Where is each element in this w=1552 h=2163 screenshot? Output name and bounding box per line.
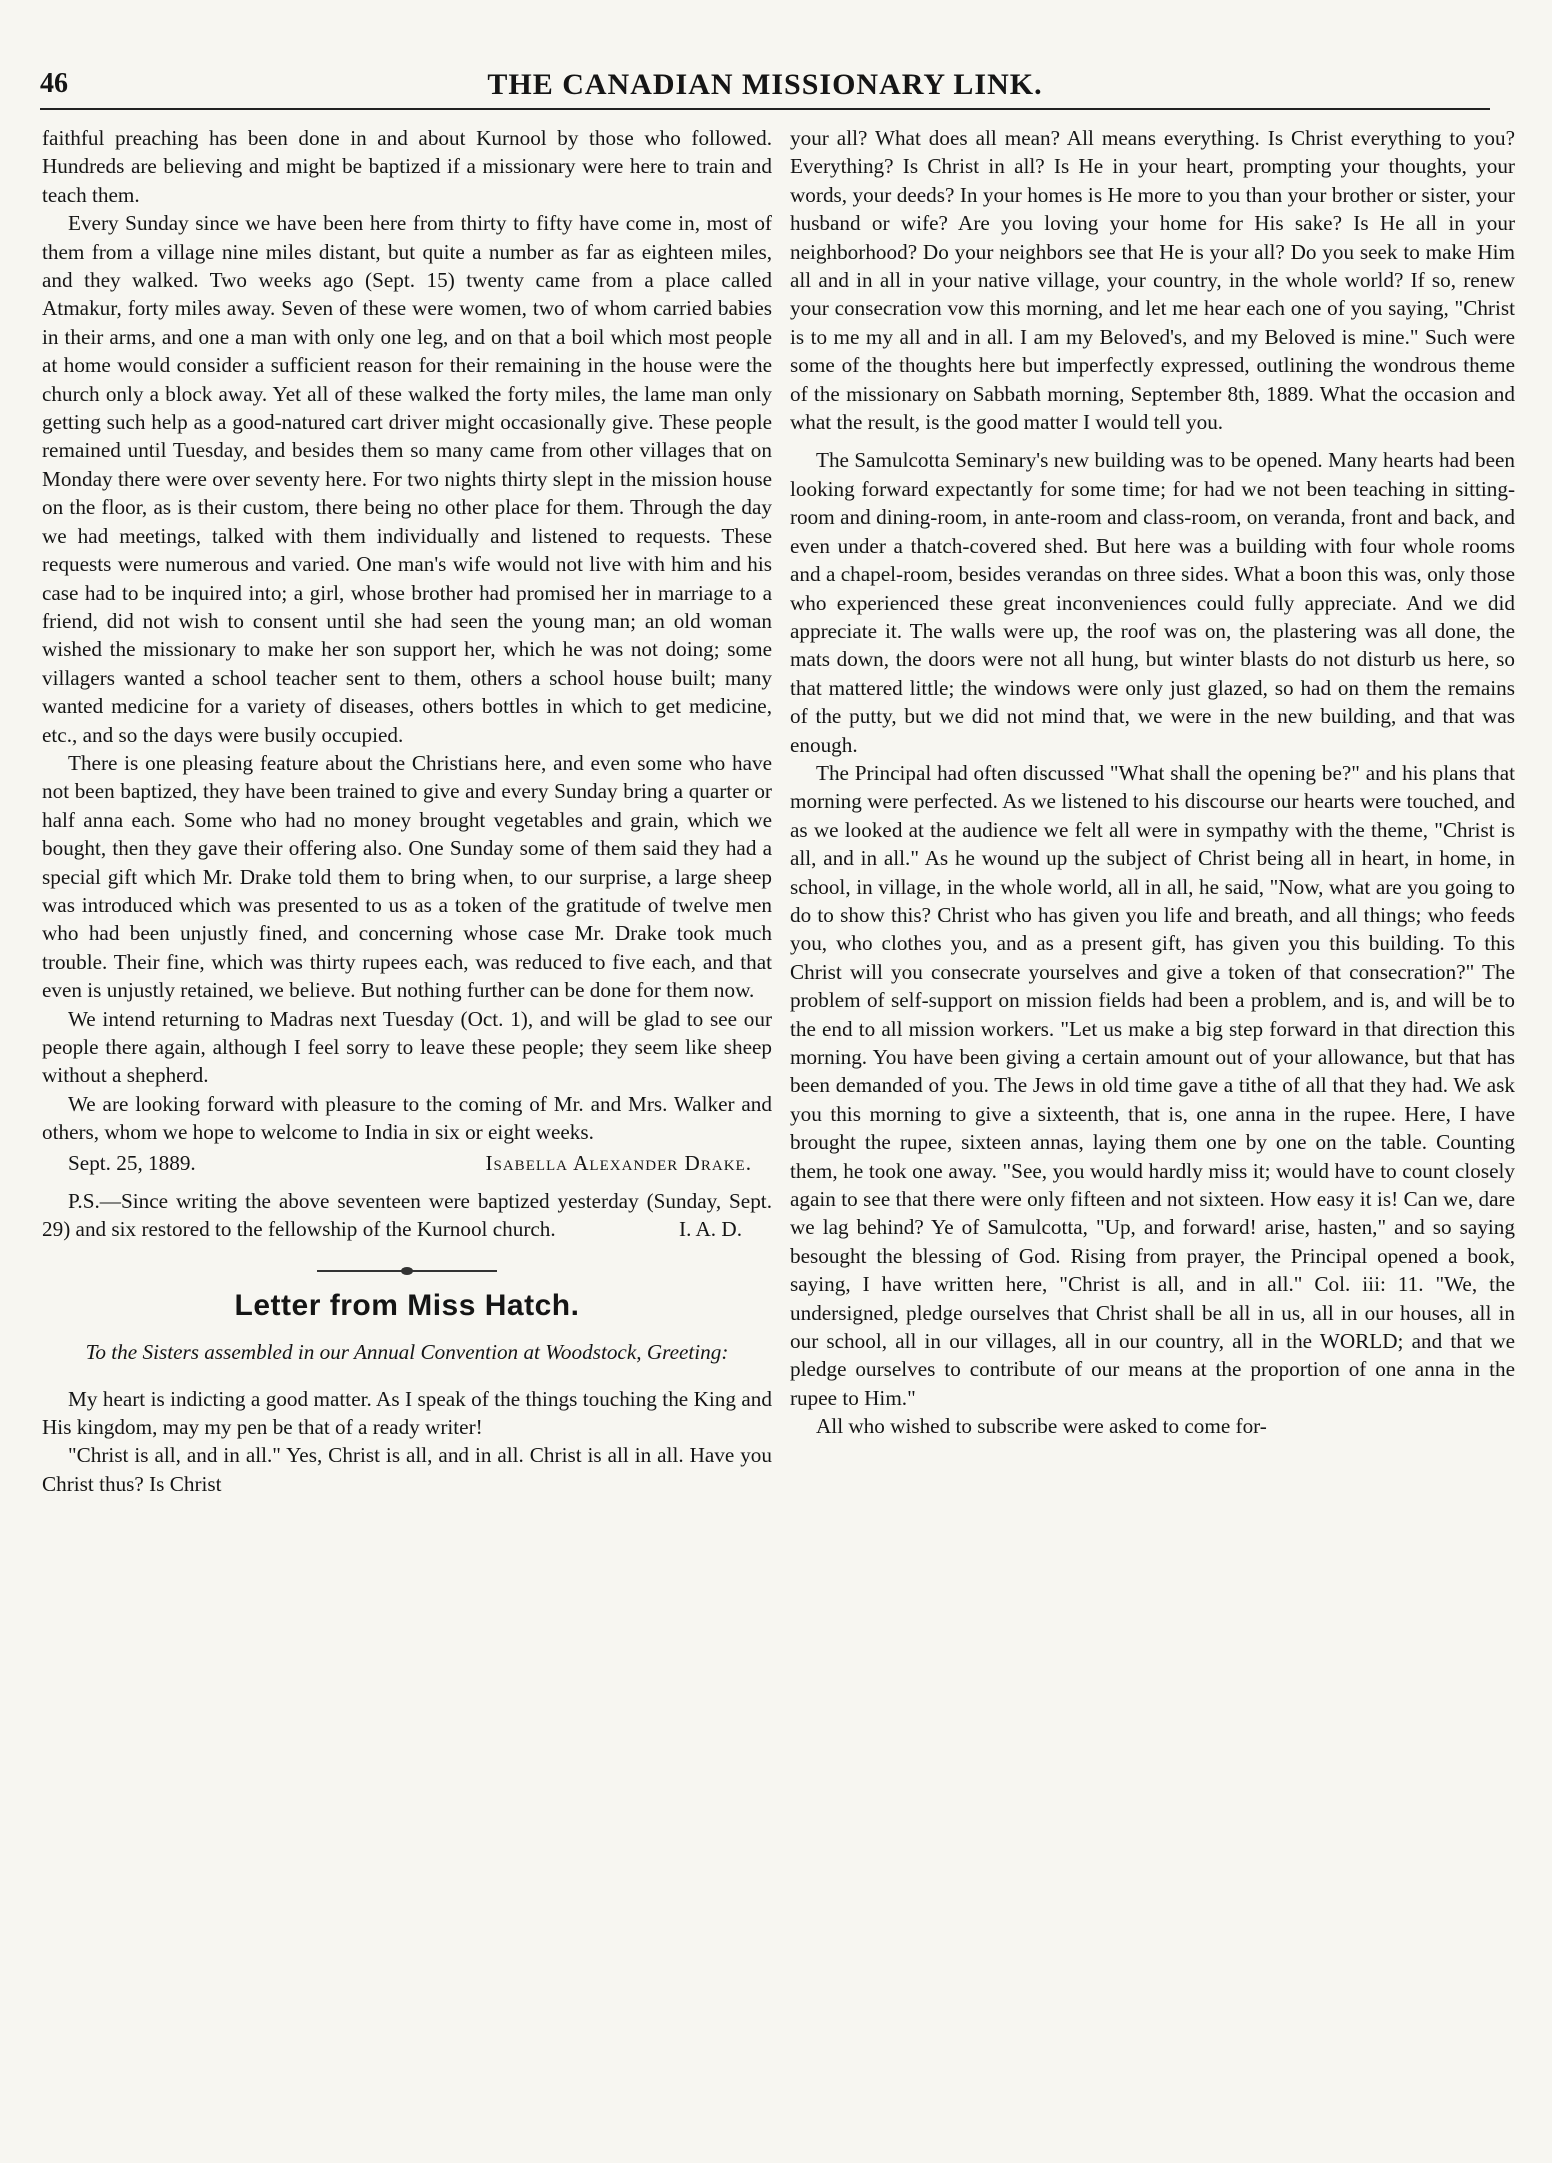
signature-date: Sept. 25, 1889. xyxy=(68,1150,196,1175)
paragraph: Every Sunday since we have been here from thirty to fifty have come in, most of them from a village nine miles distant, but quite a number as far as eighteen miles, and they walked. Two weeks ago (Sept. 15) twenty came from a place called Atmakur, forty miles away. Seven of these were women, two of whom carried babies in their arms, and one a man with only one leg, and on that a boil which most people at home would consider a sufficient reason for their remaining in the house were the church only a block away. Yet all of these walked the forty miles, the lame man only getting such help as a good-natured cart driver might occasionally give. These people remained until Tuesday, and besides them so many came from other villages that on Monday there were over seventy here. For two nights thirty slept in the mission house on the floor, as is their custom, there being no other place for them. Through the day we had meetings, talked with them individually and listened to requests. These requests were numerous and varied. One man's wife would not live with him and his case had to be inquired into; a girl, whose brother had promised her in marriage to a friend, did not wish to consent until she had seen the young man; an old woman wished the missionary to make her son support her, which he was not doing; some villagers wanted a school teacher sent to them, others a school house built; many wanted medicine for a variety of diseases, others bottles in which to get medicine, etc., and so the days were busily occupied. xyxy=(42,211,772,747)
salutation: To the Sisters assembled in our Annual Convention at Woodstock, Greeting: xyxy=(85,1340,729,1365)
letter-signature xyxy=(42,1149,772,1177)
section-divider xyxy=(317,1270,497,1272)
page-number: 46 xyxy=(40,68,68,99)
page-header xyxy=(40,60,1490,110)
paragraph: The Samulcotta Seminary's new building was to be opened. Many hearts had been looking forward expectantly for some time; for had we not been teaching in sitting-room and dining-room, in ante-room and class-room, on veranda, front and back, and even under a thatch-covered shed. But here was a building with four whole rooms and a chapel-room, besides verandas on three sides. What a boon this was, only those who experienced these great inconveniences could fully appreciate. And we did appreciate it. The walls were up, the roof was on, the plastering was all done, the mats down, the doors were not all hung, but winter blasts do not disturb us here, so that mattered little; the windows were only just glazed, so had on them the remains of the putty, but we did not mind that, we were in the new building, and that was enough. xyxy=(790,448,1515,757)
running-title: THE CANADIAN MISSIONARY LINK. xyxy=(487,68,1043,101)
signature-name: Isabella Alexander Drake. xyxy=(485,1150,752,1175)
paragraph: There is one pleasing feature about the Christians here, and even some who have not been baptized, they have been trained to give and every Sunday bring a quarter or half anna each. Some who had no money brought vegetables and grain, which we bought, then they gave their offering also. One Sunday some of them said they had a special gift which Mr. Drake told them to bring when, to our surprise, a large sheep was introduced which was presented to us as a token of the gratitude of twelve men who had been unjustly fined, and concerning whose case Mr. Drake took much trouble. Their fine, which was thirty rupees each, was reduced to five each, and that even is unjustly retained, we believe. But nothing further can be done for them now. xyxy=(42,750,772,1003)
paragraph: "Christ is all, and in all." Yes, Christ is all, and in all. Christ is all in all. Have you Christ thus? Is Christ xyxy=(42,1443,772,1496)
paragraph: faithful preaching has been done in and about Kurnool by those who followed. Hundreds are believing and might be baptized if a missionary were here to train and teach them. xyxy=(42,126,772,207)
section-heading: Letter from Miss Hatch. xyxy=(234,1288,580,1322)
paragraph: My heart is indicting a good matter. As I speak of the things touching the King and His kingdom, may my pen be that of a ready writer! xyxy=(42,1386,772,1440)
postscript-text: P.S.—Since writing the above seventeen were baptized yesterday (Sunday, Sept. 29) and six restored to the fellowship of the Kurnool church. xyxy=(42,1189,772,1242)
left-column xyxy=(42,124,772,1498)
postscript xyxy=(42,1187,772,1244)
paragraph: your all? What does all mean? All means everything. Is Christ everything to you? Everything? Is Christ in all? Is He in your heart, prompting your thoughts, your words, your deeds? In your homes is He more to you than your brother or sister, your husband or wife? Are you loving your home for His sake? Is He all in your neighborhood? Do your neighbors see that He is your all? Do you seek to make Him all and in all in your native village, your country, in the whole world? If so, renew your consecration vow this morning, and let me hear each one of you saying, "Christ is to me my all and in all. I am my Beloved's, and my Beloved is mine." Such were some of the thoughts here but imperfectly expressed, outlining the wondrous theme of the missionary on Sabbath morning, September 8th, 1889. What the occasion and what the result, is the good matter I would tell you. xyxy=(790,126,1515,435)
postscript-initials: I. A. D. xyxy=(679,1217,742,1242)
paragraph: We intend returning to Madras next Tuesday (Oct. 1), and will be glad to see our people there again, although I feel sorry to leave these people; they seem like sheep without a shepherd. xyxy=(42,1006,772,1088)
paragraph: All who wished to subscribe were asked to come for- xyxy=(816,1414,1267,1439)
paragraph: We are looking forward with pleasure to the coming of Mr. and Mrs. Walker and others, whom we hope to welcome to India in six or eight weeks. xyxy=(42,1091,772,1145)
paragraph: The Principal had often discussed "What shall the opening be?" and his plans that morning were perfected. As we listened to his discourse our hearts were touched, and as we looked at the audience we felt all were in sympathy with the theme, "Christ is all, and in all." As he wound up the subject of Christ being all in heart, in home, in school, in village, in the whole world, all in all, he said, "Now, what are you going to do to show this? Christ who has given you life and breath, and all things; who feeds you, who clothes you, and as a present gift, has given you this building. To this Christ will you consecrate yourselves and give a token of that consecration?" The problem of self-support on mission fields had been a problem, and is, and will be to the end to all mission workers. "Let us make a big step forward in that direction this morning. You have been giving a certain amount out of your allowance, but that has been demanded of you. The Jews in old time gave a tithe of all that they had. We ask you this morning to give a sixteenth, that is, one anna in the rupee. Here, I have brought the rupee, sixteen annas, laying them one by one on the table. Counting them, he took one away. "See, you would hardly miss it; would have to count closely again to see that there were only fifteen and not sixteen. How easy it is! Can we, dare we lag behind? Ye of Samulcotta, "Up, and forward! arise, hasten," and so saying besought the blessing of God. Rising from prayer, the Principal opened a book, saying, I have written here, "Christ is all, and in all." Col. iii: 11. "We, the undersigned, pledge ourselves that Christ shall be all in us, all in our houses, all in our school, all in our villages, all in our country, all in the WORLD; and that we pledge ourselves to contribute of our means at the proportion of one anna in the rupee to Him." xyxy=(790,760,1515,1410)
right-column xyxy=(790,124,1515,1441)
